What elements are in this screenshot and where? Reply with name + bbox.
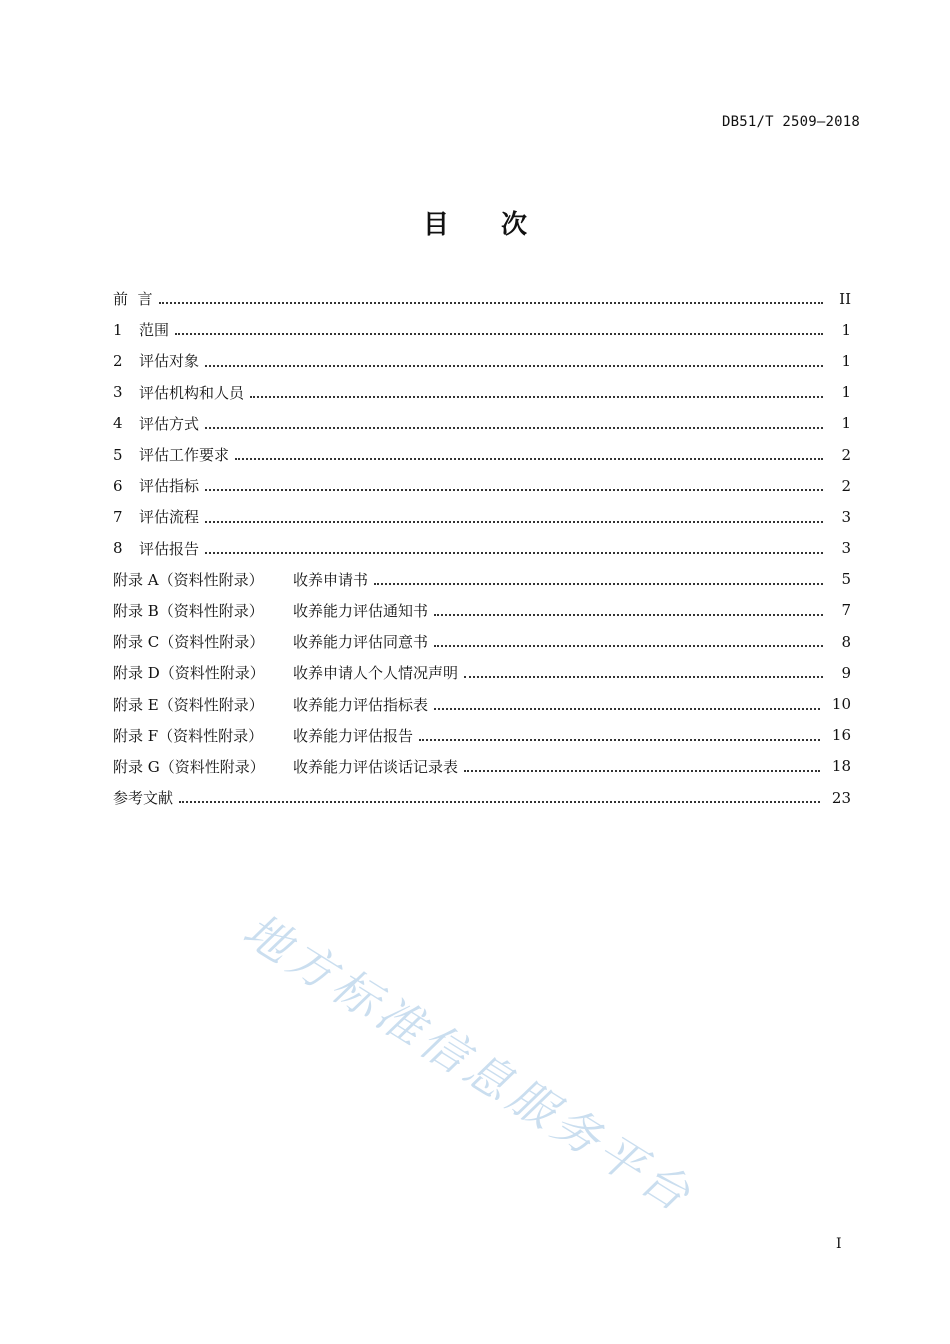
toc-entry-title: 收养能力评估通知书: [293, 601, 429, 620]
toc-entry[interactable]: [113, 782, 851, 813]
toc-entry-title: 评估报告: [139, 539, 200, 558]
toc-entry[interactable]: [113, 657, 851, 688]
title-char-2: 次: [501, 210, 528, 240]
toc-dot-leader: [464, 675, 823, 678]
toc-dot-leader: [205, 488, 823, 491]
toc-entry[interactable]: [113, 533, 851, 564]
toc-entry-number: 6: [113, 476, 123, 495]
toc-entry-number: 2: [113, 351, 123, 370]
toc-entry-title: 评估方式: [139, 414, 200, 433]
toc-dot-leader: [205, 426, 823, 429]
toc-entry-title: 收养能力评估指标表: [293, 695, 429, 714]
toc-entry[interactable]: [113, 751, 851, 782]
toc-entry-title: 评估工作要求: [139, 446, 230, 465]
toc-entry[interactable]: [113, 314, 851, 345]
toc-entry-number: 1: [113, 320, 123, 339]
toc-entry-number: 8: [113, 539, 123, 558]
toc-page-number: 1: [841, 414, 851, 433]
standard-code: DB51/T 2509—2018: [721, 114, 860, 130]
toc-page-number: 3: [841, 539, 851, 558]
toc-entry[interactable]: [113, 688, 851, 719]
toc-annex-label: 附录 D（资料性附录）: [113, 664, 265, 683]
page-title: [0, 204, 950, 241]
toc-entry[interactable]: [113, 470, 851, 501]
toc-entry-title: 参考文献: [113, 789, 174, 808]
toc-page-number: 3: [841, 507, 851, 526]
toc-entry-number: 5: [113, 445, 123, 464]
toc-entry-number: 3: [113, 383, 123, 402]
toc-dot-leader: [205, 520, 823, 523]
toc-entry-title: 评估指标: [139, 477, 200, 496]
toc-entry-title: 前 言: [113, 290, 153, 309]
toc-dot-leader: [374, 582, 823, 585]
toc-page-number: 23: [831, 788, 851, 807]
toc-entry[interactable]: [113, 408, 851, 439]
toc-annex-label: 附录 F（资料性附录）: [113, 726, 264, 745]
toc-page-number: 8: [841, 632, 851, 651]
toc-entry-number: 7: [113, 507, 123, 526]
toc-entry[interactable]: [113, 564, 851, 595]
toc-annex-label: 附录 G（资料性附录）: [113, 757, 265, 776]
toc-entry[interactable]: [113, 626, 851, 657]
toc-page-number: 10: [831, 695, 851, 714]
toc-page-number: II: [839, 289, 851, 308]
toc-page-number: 5: [841, 570, 851, 589]
toc-entry[interactable]: [113, 345, 851, 376]
toc-entry-title: 收养能力评估谈话记录表: [293, 757, 459, 776]
toc-annex-label: 附录 A（资料性附录）: [113, 570, 264, 589]
toc-dot-leader: [205, 551, 823, 554]
toc-entry-title: 收养能力评估报告: [293, 726, 414, 745]
toc-dot-leader: [179, 800, 820, 803]
toc-entry-title: 收养能力评估同意书: [293, 633, 429, 652]
toc-entry-number: 4: [113, 414, 123, 433]
toc-entry[interactable]: [113, 377, 851, 408]
toc-page-number: 18: [831, 757, 851, 776]
toc-dot-leader: [235, 457, 823, 460]
toc-page-number: 2: [841, 476, 851, 495]
toc-entry[interactable]: [113, 595, 851, 626]
toc-dot-leader: [434, 707, 820, 710]
toc-annex-label: 附录 E（资料性附录）: [113, 695, 264, 714]
toc-dot-leader: [205, 364, 823, 367]
toc-dot-leader: [434, 644, 823, 647]
toc-dot-leader: [159, 301, 823, 304]
toc-page-number: 7: [841, 601, 851, 620]
toc-entry[interactable]: [113, 439, 851, 470]
page-number: I: [836, 1236, 842, 1252]
toc-page-number: 2: [841, 445, 851, 464]
toc-entry-title: 收养申请人个人情况声明: [293, 664, 459, 683]
toc-page-number: 16: [831, 726, 851, 745]
toc-dot-leader: [175, 332, 823, 335]
toc-dot-leader: [250, 395, 823, 398]
toc-dot-leader: [434, 613, 823, 616]
toc-page-number: 9: [841, 663, 851, 682]
toc-entry-title: 评估机构和人员: [139, 383, 245, 402]
toc-entry-title: 评估流程: [139, 508, 200, 527]
toc-dot-leader: [464, 769, 820, 772]
table-of-contents: [113, 283, 851, 813]
toc-entry[interactable]: [113, 283, 851, 314]
toc-annex-label: 附录 B（资料性附录）: [113, 601, 264, 620]
watermark: 地方标准信息服务平台: [234, 902, 704, 1224]
toc-dot-leader: [419, 738, 820, 741]
toc-entry-title: 收养申请书: [293, 570, 369, 589]
toc-annex-label: 附录 C（资料性附录）: [113, 633, 265, 652]
toc-page-number: 1: [841, 351, 851, 370]
toc-entry[interactable]: [113, 720, 851, 751]
toc-entry[interactable]: [113, 501, 851, 532]
toc-entry-title: 范围: [139, 321, 170, 340]
title-char-1: 目: [422, 210, 449, 240]
toc-page-number: 1: [841, 320, 851, 339]
toc-page-number: 1: [841, 383, 851, 402]
toc-entry-title: 评估对象: [139, 352, 200, 371]
